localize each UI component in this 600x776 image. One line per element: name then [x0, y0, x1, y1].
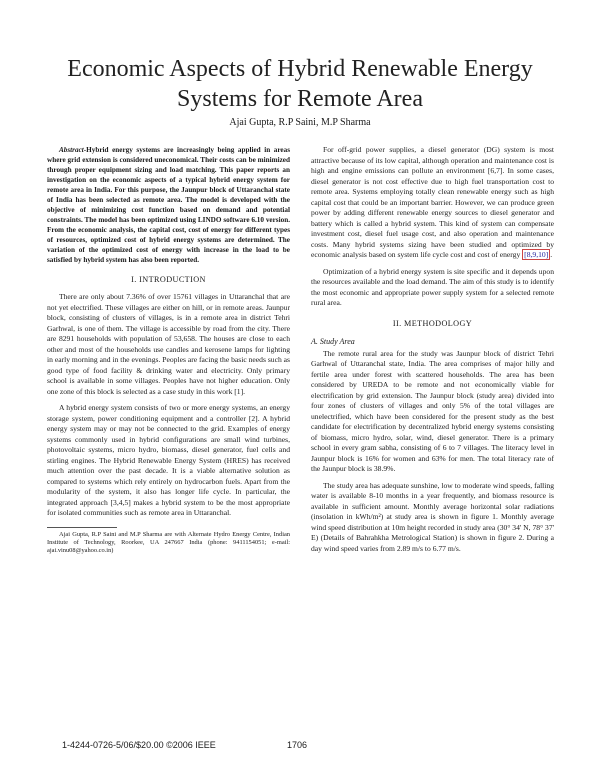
study-area-paragraph-1: The remote rural area for the study was Jaunpur block of district Tehri Garhwal of Uttaranchal state, India. The area comprises of major hilly and fertile area under forest with scattered households. The area has been considered by UREDA to be remote and not economically viable for electrification by grid extension. The Jaunpur block (study area) divided into four zones of clusters of villages and only 5% of the total villages are unelectrified, which have been considered for the present study as the best candidate for electrification by decentralized hybrid energy systems consisting of biomass, micro hydro, solar, wind, diesel generator. There is a primary school in every gram sabha, consisting of 6 to 7 villages. The literacy level in Jaunpur block is 16% for women and 63% for men. The total literacy rate of the Jaunpur block is 38.9%. [311, 348, 554, 473]
right-paragraph-2: Optimization of a hybrid energy system is site specific and it depends upon the resources available and the load demand. The aim of this study is to identify the most economic and appropriate power supply system for a selected remote rural area. [311, 266, 554, 307]
paper-title [40, 54, 560, 114]
right-paragraph-1: For off-grid power supplies, a diesel generator (DG) system is most attractive because of its low capital, although operation and maintenance cost is high and engine emissions can pollute an environment [6,7]. In some cases, diesel generator is not cost effective due to high fuel transportation cost to remote area. Systems employing totally clean renewable energy such as high capital cost that could be an important barrier. However, we can produce green power by adding different renewable energy sources to diesel generator and battery which is called a hybrid system. This kind of system can compensate investment cost, diesel fuel usage cost, and also operation and maintenance costs. Many hybrid systems sizing have been studied and optimized by economic analysis based on system life cycle cost and cost of energy [8,9,10] . [311, 145, 554, 259]
abstract-text: -Hybrid energy systems are increasingly being applied in areas where grid extension is considered uneconomical. Their costs can be minimized through proper equipment sizing and load matching. This paper reports an investigation on the economic aspects of a typical hybrid energy system for remote area in India. For this purpose, the Jaunpur block of Uttaranchal state of India has been selected as remote area. The model is developed with the objective of minimizing cost function based on demand and potential constraints. The model has been optimized using LINDO software 6.10 version. From the economic analysis, the capital cost, cost of energy for different types of resources, optimized cost of hybrid energy systems are determined. The variation of the optimized cost of energy with increase in the load to be satisfied by hybrid system has also been reported. [47, 146, 290, 264]
intro-paragraph-2: A hybrid energy system consists of two or more energy systems, an energy storage system, power conditioning equipment and a controller [2]. A hybrid energy system may or may not be connected to the grid. Examples of energy systems commonly used in hybrid configurations are small wind turbines, photovoltaic systems, micro hydro, biomass, diesel generator, fuel cells and stirling engines. The Hybrid Renewable Energy System (HRES) has received much attention over the past decade. It is a viable alternative solution as compared to systems which rely entirely on hydrocarbon fuels. Apart from the modularity of the system, it also has longer life cycle. In particular, the integrated approach [3,4,5] makes a hybrid system to be the most appropriate for isolated communities such as remote area in Uttaranchal. [47, 403, 290, 517]
left-column [47, 145, 290, 555]
citation-link[interactable]: [8,9,10] [524, 250, 549, 259]
abstract [47, 145, 290, 265]
paper-title-line1: Economic Aspects of Hybrid Renewable Energy [67, 56, 533, 82]
study-area-paragraph-2: The study area has adequate sunshine, low to moderate wind speeds, falling water is available 8-10 months in a year frequently, and biomass resource is available in sufficient amount. Monthly average horizontal solar radiations (insolation in kWh/m²) at study area is shown in figure 1. Monthly average wind speed distribution at 10m height recorded in study area (30° 34' N, 78° 37' E) (Details of Bahrahkha Metrological Station) is shown in figure 2. During a day wind speed varies from 2.89 m/s to 6.77 m/s. [311, 480, 554, 553]
introduction-heading: I. INTRODUCTION [131, 275, 206, 284]
footer-page-number: 1706 [287, 740, 308, 750]
methodology-heading: II. METHODOLOGY [392, 318, 473, 328]
intro-paragraph-1: There are only about 7.36% of over 15761 villages in Uttaranchal that are not yet electrified. These villages are either on hill, or in remote areas. Jaunpur block, consisting of clusters of villages, is in a remote area in district Tehri Garhwal, is one of them. The village is accessible by road from the city. There are 8291 households with population of 53,658. The houses are close to each other and most of the households use candles and kerosene lamps for lighting in early morning and in the evenings. Peoples are facing the basic needs such as good type of food facility & drinking water and electricity. Only primary school is available in some villages. Peoples have not higher education. Only one zone of this block is selected as a case study in this work [1]. [47, 292, 290, 396]
right-paragraph-1-text: For off-grid power supplies, a diesel generator (DG) system is most attractive because of its low capital, although operation and maintenance cost is high and engine emissions can pollute an environment [6,7]. In some cases, diesel generator is not cost effective due to high fuel transportation cost to remote area. Systems employing totally clean renewable energy such as high capital cost that could be an important barrier. However, we can produce green power by adding different renewable energy sources to diesel generator and battery which is called a hybrid system. This kind of system can compensate investment cost, diesel fuel usage cost, and also operation and maintenance costs. Many hybrid systems sizing have been studied and optimized by economic analysis based on system life cycle cost and cost of energy [311, 145, 554, 259]
abstract-lead: Abstract [59, 146, 84, 154]
right-column [311, 145, 554, 554]
author-footnote: Ajai Gupta, R.P Saini and M.P Sharma are with Alternate Hydro Energy Centre, Indian Institute of Technology, Roorkee, UA 247667 India (phone: 9411154051; e-mail: ajai.vinu08@yahoo.co.in) [47, 530, 290, 554]
study-area-subheading: A. Study Area [311, 336, 355, 346]
paper-title-line2: Systems for Remote Area [177, 86, 423, 112]
footnote-divider [47, 527, 117, 528]
footer-copyright: 1-4244-0726-5/06/$20.00 ©2006 IEEE [62, 740, 216, 750]
paper-authors: Ajai Gupta, R.P Saini, M.P Sharma [229, 117, 371, 128]
